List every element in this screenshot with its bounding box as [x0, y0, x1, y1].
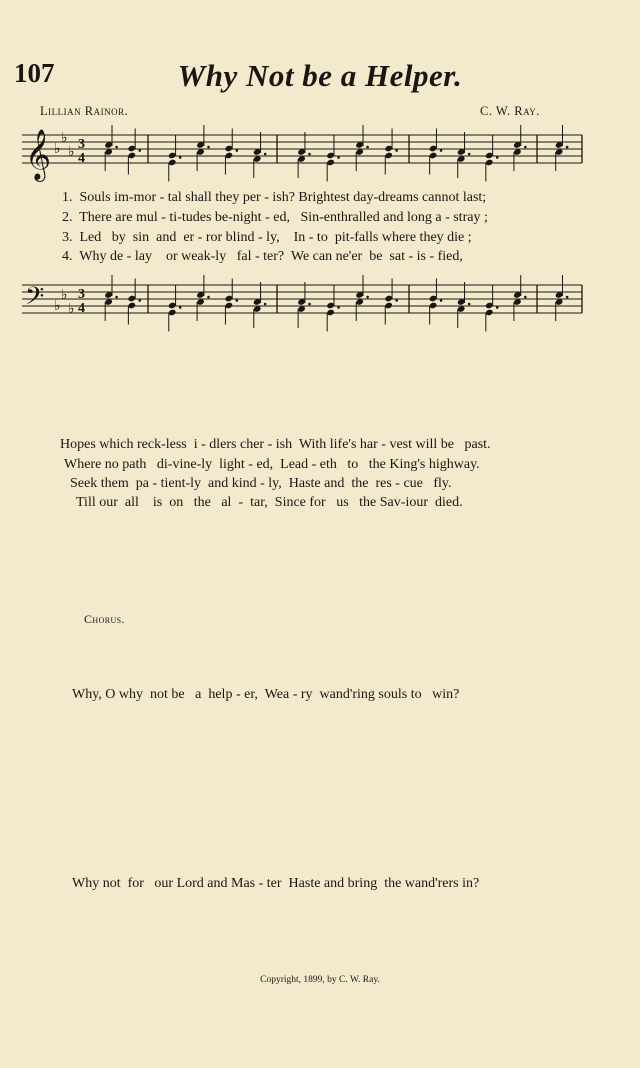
verse-2-line-b: Where no path di-vine-ly light - ed, Lead - eth to the King's highway.	[64, 457, 480, 472]
dot	[138, 149, 141, 152]
verse-3-line-a: 3. Led by sin and er - ror blind - ly, In - to pit-falls where they die ;	[62, 230, 472, 245]
verse-4-line-b: Till our all is on the al - tar, Since for us the Sav-iour died.	[76, 495, 463, 510]
dot	[115, 146, 118, 149]
flat-sign-icon: ♭	[61, 287, 68, 303]
dot	[337, 306, 340, 309]
dot	[115, 296, 118, 299]
flat-sign-icon: ♭	[54, 141, 61, 157]
dot	[440, 149, 443, 152]
verse-1-line-b: Hopes which reck-less i - dlers cher - ish With life's har - vest will be past.	[60, 437, 491, 452]
dot	[366, 146, 369, 149]
composer-credit: C. W. Ray.	[480, 104, 540, 118]
dot	[395, 299, 398, 302]
time-signature-bottom: 4	[78, 151, 85, 166]
flat-sign-icon: ♭	[68, 144, 75, 160]
dot	[264, 153, 267, 156]
dot	[179, 306, 182, 309]
page-number: 107	[14, 58, 55, 88]
chorus-line-1: Why, O why not be a help - er, Wea - ry wand'ring souls to win?	[72, 687, 460, 702]
bass-clef-icon: 𝄢	[25, 282, 45, 317]
verse-3-line-b: Seek them pa - tient-ly and kind - ly, Haste and the res - cue fly.	[70, 476, 452, 491]
flat-sign-icon: ♭	[54, 298, 61, 314]
dot	[207, 146, 210, 149]
dot	[468, 303, 471, 306]
dot	[468, 153, 471, 156]
dot	[496, 156, 499, 159]
dot	[524, 296, 527, 299]
flat-sign-icon: ♭	[68, 301, 75, 317]
chorus-line-2: Why not for our Lord and Mas - ter Haste and bring the wand'rers in?	[72, 876, 480, 891]
dot	[566, 296, 569, 299]
dot	[138, 299, 141, 302]
treble-clef-icon: 𝄞	[25, 129, 52, 180]
dot	[207, 296, 210, 299]
verse-1-line-a: 1. Souls im-mor - tal shall they per - ish? Brightest day-dreams cannot last;	[62, 190, 487, 205]
dot	[236, 299, 239, 302]
copyright-notice: Copyright, 1899, by C. W. Ray.	[260, 975, 380, 985]
verse-4-line-a: 4. Why de - lay or weak-ly fal - ter? We can ne'er be sat - is - fied,	[62, 249, 463, 264]
hymn-title: Why Not be a Helper.	[177, 58, 463, 93]
dot	[440, 299, 443, 302]
dot	[524, 146, 527, 149]
time-signature-top: 3	[78, 137, 85, 152]
dot	[395, 149, 398, 152]
dot	[308, 153, 311, 156]
flat-sign-icon: ♭	[61, 130, 68, 146]
verse-2-line-a: 2. There are mul - ti-tudes be-night - ed, Sin-enthralled and long a - stray ;	[62, 210, 488, 225]
dot	[308, 303, 311, 306]
dot	[366, 296, 369, 299]
dot	[496, 306, 499, 309]
lyricist-credit: Lillian Rainor.	[40, 104, 129, 118]
time-signature-bottom: 4	[78, 301, 85, 316]
dot	[264, 303, 267, 306]
dot	[337, 156, 340, 159]
dot	[566, 146, 569, 149]
dot	[179, 156, 182, 159]
time-signature-top: 3	[78, 287, 85, 302]
dot	[236, 149, 239, 152]
chorus-label: Chorus.	[84, 612, 125, 626]
